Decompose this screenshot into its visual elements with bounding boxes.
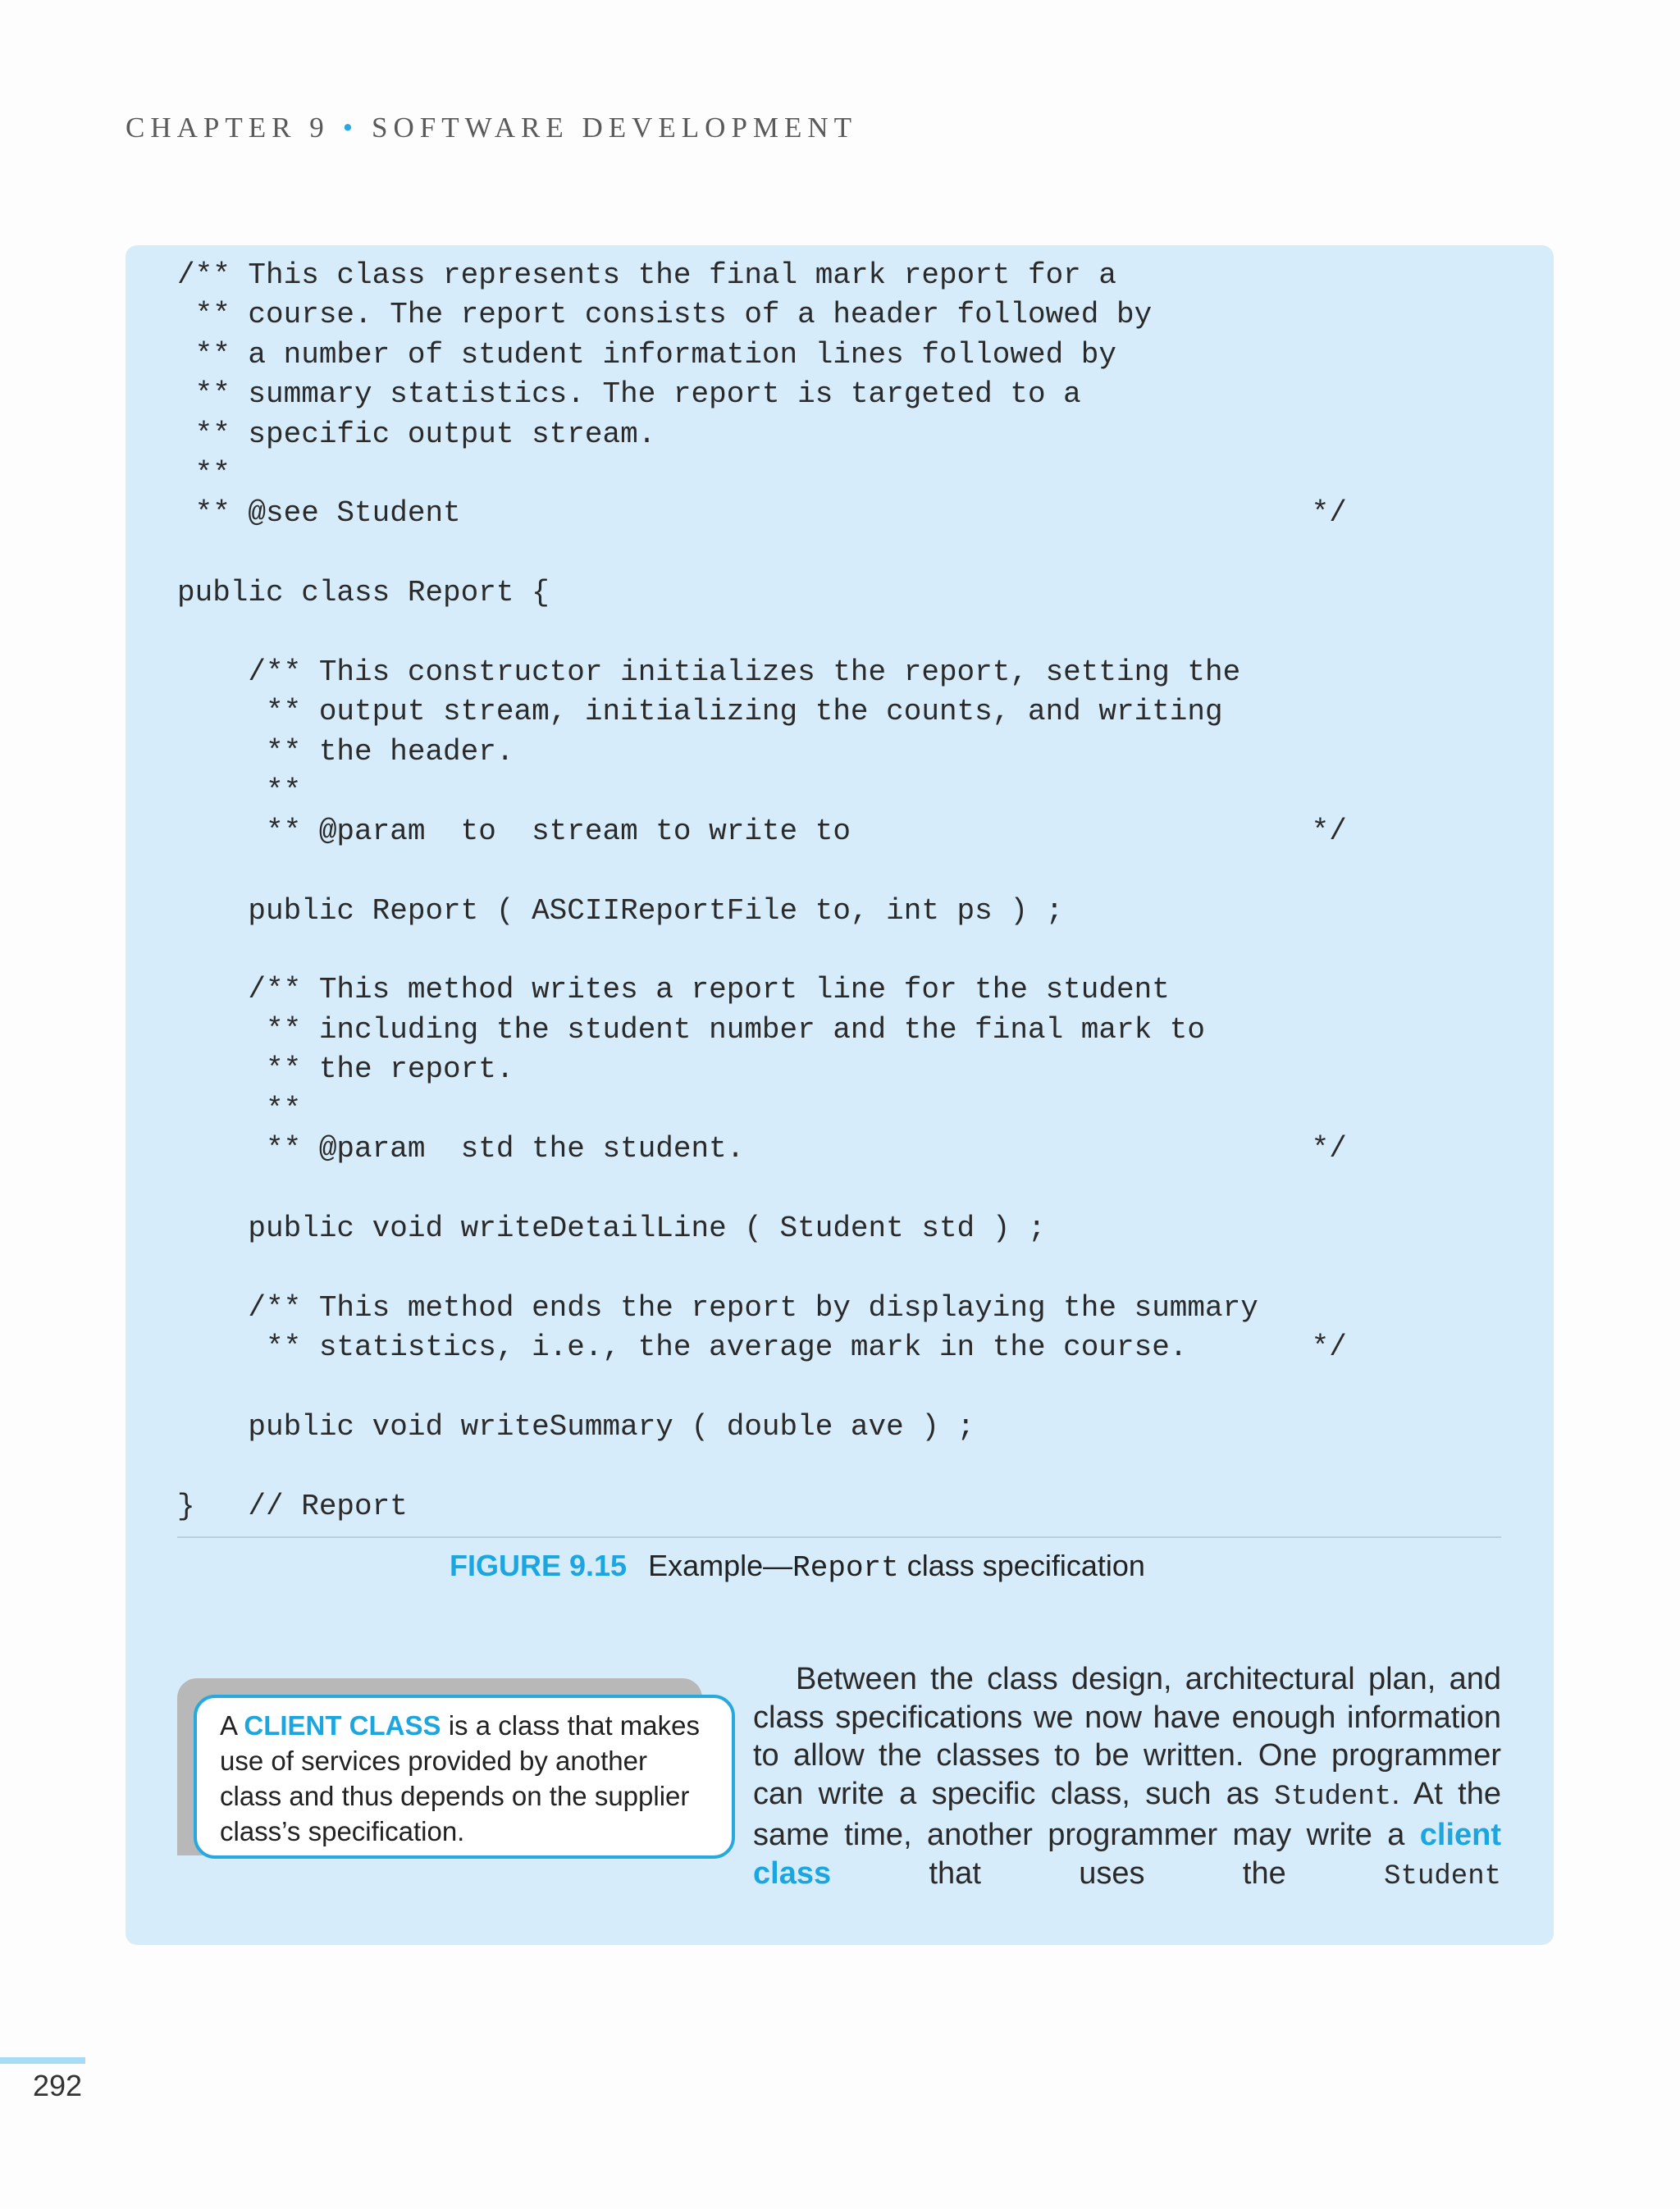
definition-text: is a class that makes use of services provided by another class and thus depends on the supplier class’s specification. <box>220 1710 700 1846</box>
chapter-title: SOFTWARE DEVELOPMENT <box>371 112 858 144</box>
definition-term: CLIENT CLASS <box>244 1710 441 1741</box>
definition-box <box>194 1695 735 1859</box>
figure-label: FIGURE 9.15 <box>450 1549 628 1582</box>
code-listing: /** This class represents the final mark report for a ** course. The report consists of a header followed by ** a number of student information lines followed by ** summary statistics. The report is targeted to a ** specific output stream. ** ** @see Student */ public class Report { /** This constructor initializes the report, setting the ** output stream, initializing the counts, and writing ** the header. ** ** @param to stream to write to */ public Report ( ASCIIReportFile to, int ps ) ; /** This method writes a report line for the student ** including the student number and the final mark to ** the report. ** ** @param std the student. */ public void writeDetailLine ( Student std ) ; /** This method ends the report by displaying the summary ** statistics, i.e., the average mark in the course. */ public void writeSummary ( double ave ) ; } // Report <box>177 258 1347 1523</box>
body-part2: . At the same time, another programmer may write a <box>753 1776 1502 1853</box>
page-number: 292 <box>33 2069 83 2102</box>
body-part1: Between the class design, architectural plan, and class specifications we now have enough information to allow the classes to be written. One programmer can write a specific class, such as <box>753 1662 1501 1811</box>
page-number-bar <box>0 2057 85 2064</box>
header-separator: • <box>342 112 358 144</box>
running-header <box>126 112 857 144</box>
caption-suffix: class specification <box>898 1549 1145 1582</box>
body-code-student-2: Student <box>1384 1860 1501 1892</box>
body-term-client-class: client class <box>753 1818 1501 1891</box>
definition-prefix: A <box>220 1710 244 1741</box>
body-code-student: Student <box>1274 1781 1392 1813</box>
body-paragraph <box>753 1660 1501 1896</box>
figure-caption <box>450 1549 1145 1585</box>
chapter-number: CHAPTER 9 <box>126 112 330 144</box>
caption-prefix: Example— <box>648 1549 793 1582</box>
body-part3: that uses the <box>831 1855 1385 1891</box>
figure-divider <box>177 1536 1501 1538</box>
caption-code: Report <box>792 1551 899 1585</box>
